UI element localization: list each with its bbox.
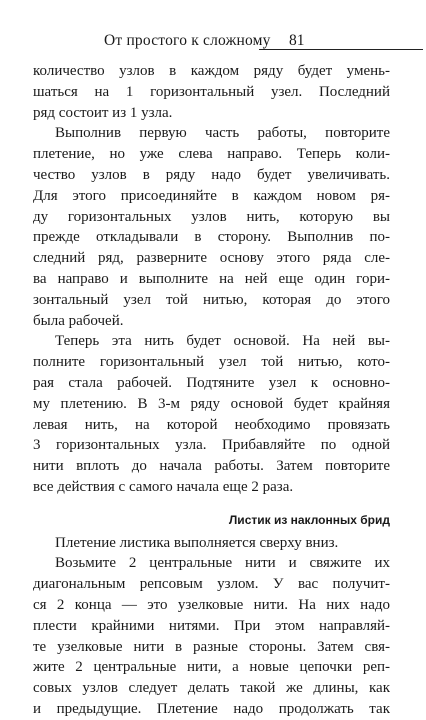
text-line: ва направо и выполните на ней еще один гори- (33, 270, 390, 287)
text-line: Теперь эта нить будет основой. На ней вы- (55, 333, 390, 350)
text-line: Для этого присоединяйте в каждом новом ря- (33, 187, 390, 204)
running-title: От простого к сложному (104, 32, 271, 49)
text-line: диагональным репсовым узлом. У вас получит- (33, 576, 390, 593)
text-line: рая стала рабочей. Подтяните узел к основно- (33, 374, 390, 391)
text-line: Возьмите 2 центральные нити и свяжите их (55, 555, 390, 572)
text-line: совых узлов следует делать такой же длины, как (33, 680, 390, 697)
text-line: плести крайними нитями. При этом направляй- (33, 617, 390, 634)
paragraph (33, 533, 390, 720)
text-line: следний ряд, разверните основу этого ряда сле- (33, 250, 390, 267)
text-line: нити вплоть до начала работы. Затем повторите (33, 458, 390, 475)
paragraph (33, 331, 390, 497)
text-line: те узелковые нити в разные стороны. Затем свя- (33, 638, 390, 655)
text-line: 3 горизонтальных узла. Прибавляйте по одной (33, 437, 390, 454)
text-line: чество узлов в ряду надо будет увеличивать. (33, 166, 390, 183)
text-line: была рабочей. (33, 312, 124, 329)
text-line: зонтальный узел той нитью, которая до этого (33, 291, 390, 308)
text-line: жите 2 центральные нити, а новые цепочки реп- (33, 659, 390, 676)
paragraph (33, 123, 390, 331)
text-line: Выполнив первую часть работы, повторите (55, 125, 390, 142)
text-line: Плетение листика выполняется сверху вниз. (55, 534, 339, 551)
text-line: ду горизонтальных узлов нить, которую вы (33, 208, 390, 225)
text-line: ся 2 конца — это узелковые нити. На них надо (33, 596, 390, 613)
text-line: все действия с самого начала еще 2 раза. (33, 478, 294, 495)
text-line: прежде откладывали в сторону. Выполнив по- (33, 229, 390, 246)
section-heading: Листик из наклонных брид (228, 512, 390, 527)
text-line: количество узлов в каждом ряду будет умень- (33, 63, 390, 79)
page-number: 81 (289, 32, 305, 49)
running-header (0, 30, 426, 54)
text-line: левая нить, на которой необходимо провязать (33, 416, 390, 433)
text-line: плетение, но уже слева направо. Теперь коли- (33, 146, 390, 163)
text-line: и предыдущие. Плетение надо продолжать так (33, 700, 390, 717)
text-line: шаться на 1 горизонтальный узел. Последний (33, 83, 390, 100)
text-line: му плетению. В 3-м ряду основой будет крайняя (33, 395, 390, 412)
page-body (33, 61, 390, 720)
text-line: ряд состоит из 1 узла. (33, 104, 173, 121)
paragraph-continued (33, 61, 390, 123)
text-line: полните горизонтальный узел той нитью, кото- (33, 354, 390, 371)
header-rule (259, 49, 423, 50)
